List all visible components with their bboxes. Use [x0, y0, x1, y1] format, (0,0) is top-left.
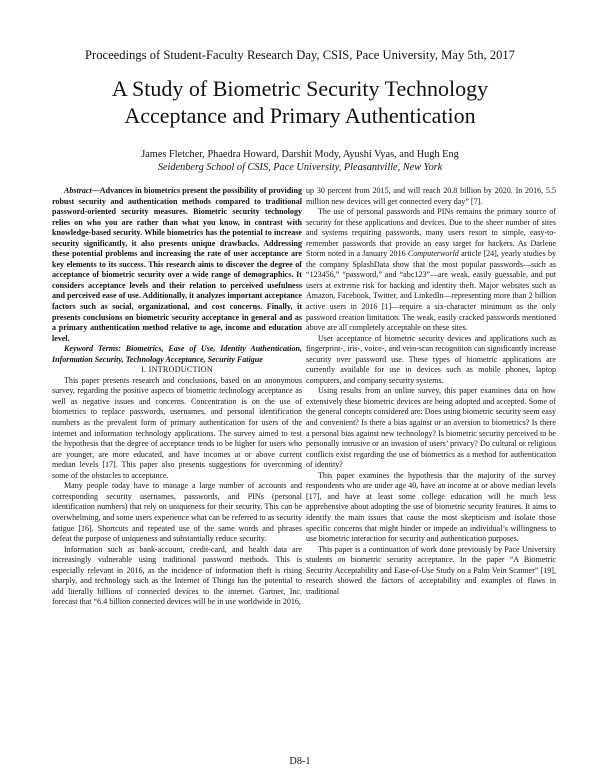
left-column: [52, 186, 302, 608]
paragraph: This paper is a continuation of work done previously by Pace University students on biometric security acceptance. In the paper “A Biometric Security Acceptability and Ease-of-Use Study on a Palm Vein Scanner” [19], research showed the factors of acceptability and examples of flaws in traditional: [306, 544, 556, 596]
author-block: [0, 148, 600, 174]
proceedings-header: Proceedings of Student-Faculty Research Day, CSIS, Pace University, May 5th, 2017: [85, 48, 515, 62]
paragraph: This paper examines the hypothesis that the majority of the survey respondents who are under age 40, have an income at or above median levels [17], and have at least some college education will be much less apprehensive about adopting the use of biometric security features. It aims to identify the main issues that cause the most skepticism and isolate those specific concerns that might hinder or impede an individual’s willingness to use biometric interaction for security and authentication purposes.: [306, 470, 556, 544]
paragraph: Information such as bank-account, credit-card, and health data are increasingly vulnerable using traditional password methods. This is especially relevant in 2016, as the incidence of information theft is rising sharply, and technology such as the Internet of Things has the potential to add literally billions of connected devices to the internet. Gartner, Inc. forecast that “6.4 billion connected devices will be in use worldwide in 2016,: [52, 544, 302, 607]
keywords-lead: Keyword Terms:: [64, 344, 121, 354]
publication-name: Computerworld: [407, 249, 459, 259]
paragraph-part: article [24], yearly studies by the company SplashData show that the most popular passwords—such as “123456,” “password,” and “abc123”—are weak, easily guessable, and put users at extreme risk for hacking and identity theft. Major websites such as Amazon, Facebook, Twitter, and LinkedIn—representing more than 2 billion active users in 2016 [1]—require a six-character minimum as the only password creation limitation. The weak, easily cracked passwords mentioned above are all completely acceptable on these sites.: [306, 249, 556, 333]
paragraph-part: The use of personal passwords and PINs remains the primary source of security for these applications and devices. Due to the sheer number of sites and systems requiring passwords, many users resort to simple, easy-to-remember passwords that provide an easy target for hackers. As Darlene Storm noted in a January 2016: [306, 207, 556, 259]
page-number: D8-1: [289, 756, 311, 767]
title-line-1: A Study of Biometric Security Technology: [111, 76, 489, 101]
abstract-text: —Advances in biometrics present the possibility of providing robust security and authentication methods compared to traditional password-oriented security measures. Biometric security technology relies on who you are rather than what you know, in contrast with knowledge-based security. While biometrics has the potential to increase security significantly, it also presents unique drawbacks. Addressing these potential problems and increasing the rate of user acceptance are key elements to its success. This research aims to discover the degree of acceptance of biometric security over a wide range of demographics. It considers acceptance levels and their relation to perceived usefulness and perceived ease of use. Additionally, it analyzes important acceptance factors such as social, organizational, and cost concerns. Finally, it presents conclusions on biometric security acceptance in general and as a primary authentication method relative to age, income and education level.: [52, 186, 302, 343]
paragraph: up 30 percent from 2015, and will reach 20.8 billion by 2020. In 2016, 5.5 million new devices will get connected every day” [7].: [306, 186, 556, 206]
title-line-2: Acceptance and Primary Authentication: [124, 103, 476, 128]
affiliation: Seidenberg School of CSIS, Pace University, Pleasantville, New York: [157, 162, 443, 173]
keywords: [52, 344, 302, 365]
abstract: [52, 186, 302, 344]
paper-title: [40, 75, 560, 129]
right-column: [306, 186, 556, 597]
section-heading-introduction: I. INTRODUCTION: [141, 365, 213, 375]
paragraph: [306, 207, 556, 334]
author-names: James Fletcher, Phaedra Howard, Darshit Mody, Ayushi Vyas, and Hugh Eng: [141, 149, 459, 160]
keywords-text: Biometrics, Ease of Use, Identity Authentication, Information Security, Technology Acceptance, Security Fatigue: [52, 344, 302, 364]
paragraph: This paper presents research and conclusions, based on an anonymous survey, regarding the positive aspects of biometric technology acceptance as well as negative issues and concerns. Concentration is on the use of biometrics to replace passwords, usernames, and personal identification numbers as the prevalent form of primary authentication for users of the internet and information technology applications. The survey aimed to test the hypothesis that the degree of acceptance tends to be higher for users who are younger, are more educated, and have incomes at or above current median levels [17]. This paper also presents suggestions for overcoming some of the obstacles to acceptance.: [52, 375, 302, 480]
abstract-lead: Abstract: [64, 186, 92, 195]
paragraph: Using results from an online survey, this paper examines data on how extensively these biometric devices are being adopted and accepted. Some of the general concepts considered are: Does using biometric security seem easy and convenient? Is there a bias against or an aversion to biometrics? Is there a personal bias against new technology? Is biometric security perceived to be personally intrusive or an invasion of users’ privacy? Do cultural or religious conflicts exist regarding the use of biometrics as a method for authentication of identity?: [306, 386, 556, 470]
paragraph: User acceptance of biometric security devices and applications such as fingerprint-, iris-, voice-, and vein-scan recognition can significantly increase security over password use. These types of biometric applications are currently available for use in devices such as mobile phones, laptop computers, and company security systems.: [306, 333, 556, 385]
paragraph: Many people today have to manage a large number of accounts and corresponding security usernames, passwords, and PINs (personal identification numbers) that rely on uniqueness for their security. This can be overwhelming, and some users experience what can be referred to as security fatigue [16]. Shortcuts and repeated use of the same words and phrases defeat the purpose of uniqueness and substantially reduce security.: [52, 481, 302, 544]
